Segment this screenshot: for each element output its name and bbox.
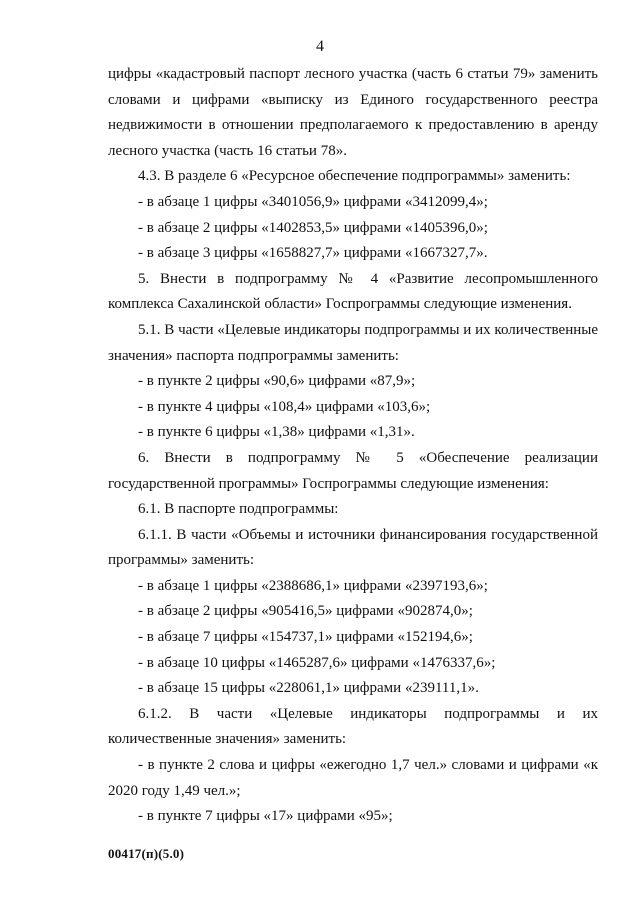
list-item: - в абзаце 1 цифры «2388686,1» цифрами «2397193,6»; xyxy=(138,577,488,594)
document-code: 00417(п)(5.0) xyxy=(108,846,185,861)
paragraph: 6.1. В паспорте подпрограммы: xyxy=(138,501,339,518)
list-item: - в абзаце 2 цифры «1402853,5» цифрами «1405396,0»; xyxy=(138,219,488,236)
list-item: - в пункте 7 цифры «17» цифрами «95»; xyxy=(138,808,393,825)
page-number: 4 xyxy=(316,38,324,55)
list-item: - в абзаце 10 цифры «1465287,6» цифрами «1476337,6»; xyxy=(138,654,496,671)
list-item: - в пункте 4 цифры «108,4» цифрами «103,6»; xyxy=(138,398,431,415)
list-item: - в пункте 2 цифры «90,6» цифрами «87,9»; xyxy=(138,373,416,390)
list-item: - в абзаце 3 цифры «1658827,7» цифрами «1667327,7». xyxy=(138,245,488,262)
list-item: - в абзаце 1 цифры «3401056,9» цифрами «3412099,4»; xyxy=(138,193,488,210)
list-item: - в абзаце 2 цифры «905416,5» цифрами «902874,0»; xyxy=(138,603,473,620)
list-item: - в пункте 6 цифры «1,38» цифрами «1,31». xyxy=(138,424,415,441)
document-body xyxy=(108,62,598,830)
list-item: - в абзаце 7 цифры «154737,1» цифрами «152194,6»; xyxy=(138,629,473,646)
paragraph: 6.1.1. В части «Объемы и источники финансирования государственной программы» заменить: xyxy=(108,526,598,569)
list-item: - в пункте 2 слова и цифры «ежегодно 1,7 чел.» словами и цифрами «к 2020 году 1,49 чел.»; xyxy=(108,757,598,799)
paragraph: 5.1. В части «Целевые индикаторы подпрограммы и их количественные значения» паспорта подпрограммы заменить: xyxy=(108,321,598,364)
paragraph: 4.3. В разделе 6 «Ресурсное обеспечение подпрограммы» заменить: xyxy=(138,168,571,185)
paragraph: 6. Внести в подпрограмму № 5 «Обеспечение реализации государственной программы» Госпрограммы следующие изменения: xyxy=(108,449,598,492)
list-item: - в абзаце 15 цифры «228061,1» цифрами «239111,1». xyxy=(138,680,479,697)
paragraph: цифры «кадастровый паспорт лесного участка (часть 6 статьи 79» заменить словами и цифрами «выписку из Единого государственного реестра недвижимости в отношении предполагаемого к предоставлению в аренду лесного участка (часть 16 статьи 78». xyxy=(108,66,598,159)
paragraph: 5. Внести в подпрограмму № 4 «Развитие лесопромышленного комплекса Сахалинской области» Госпрограммы следующие изменения. xyxy=(108,270,598,313)
paragraph: 6.1.2. В части «Целевые индикаторы подпрограммы и их количественные значения» заменить: xyxy=(108,705,598,748)
